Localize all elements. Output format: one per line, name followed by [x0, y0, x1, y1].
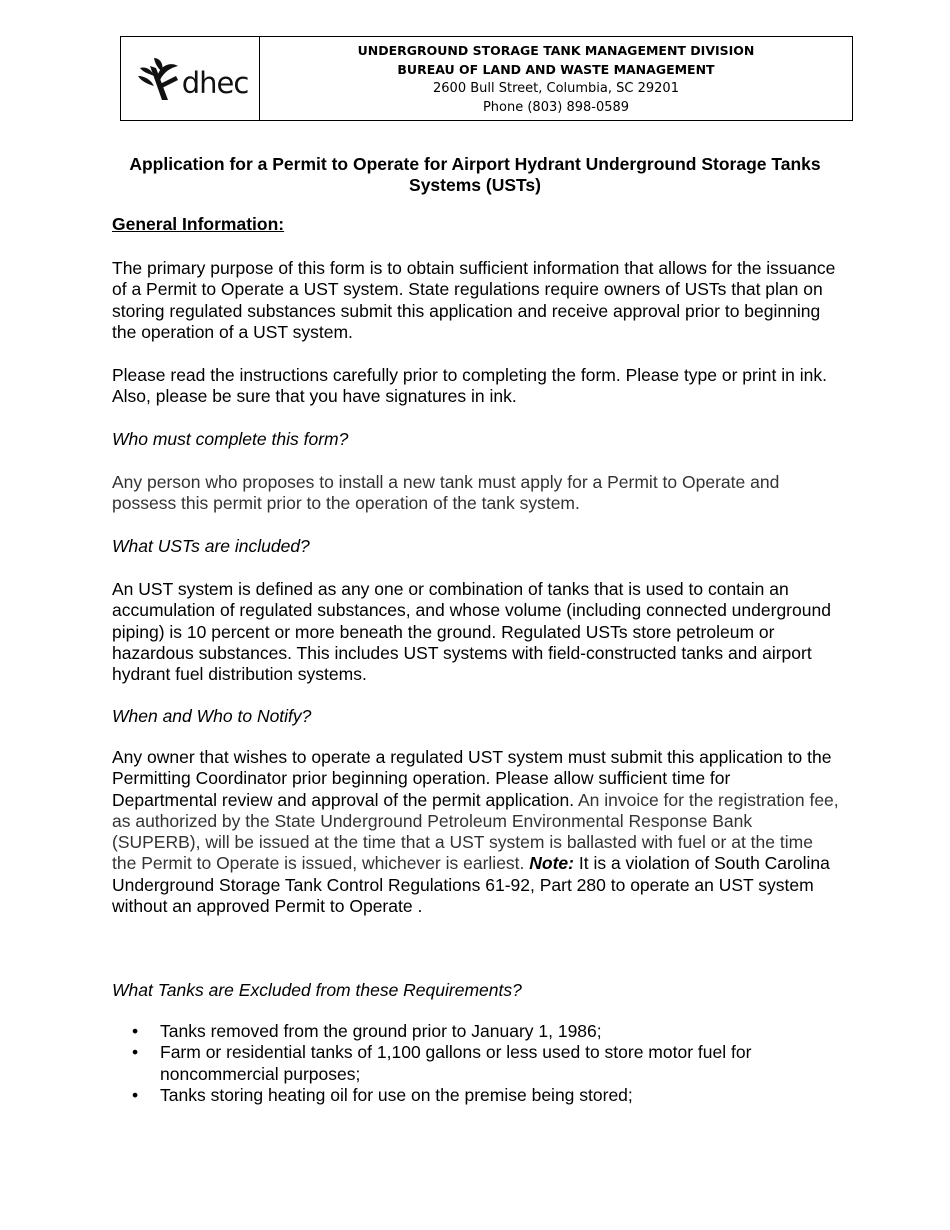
agency-phone: Phone (803) 898-0589	[482, 99, 630, 115]
general-info-heading: General Information:	[112, 214, 285, 234]
agency-info	[260, 37, 852, 120]
when-answer	[112, 747, 840, 917]
general-info-paragraph-2: Please read the instructions carefully prior to completing the form. Please type or print in ink. Also, please be sure that you have signatures in ink.	[112, 365, 827, 407]
excluded-question: What Tanks are Excluded from these Requirements?	[112, 980, 522, 1000]
note-text: It is a violation of South Carolina Underground Storage Tank Control Regulations 61-92, Part 280 to operate an UST system without an approved Permit to Operate .	[112, 853, 830, 917]
document-title: Application for a Permit to Operate for Airport Hydrant Underground Storage Tanks Systems (USTs)	[129, 154, 821, 195]
dhec-logo	[121, 37, 260, 120]
who-question: Who must complete this form?	[112, 429, 349, 449]
letterhead	[120, 36, 853, 121]
when-answer-part-2: An invoice for the registration fee, as authorized by the State Underground Petroleum Environmental Response Bank (SUPERB), will be issued at the time that a UST system is ballasted with fuel or at the time the Permit to Operate is issued, whichever is earliest.	[112, 789, 839, 874]
what-question: What USTs are included?	[112, 536, 310, 556]
when-question: When and Who to Notify?	[112, 706, 312, 726]
what-answer: An UST system is defined as any one or combination of tanks that is used to contain an accumulation of regulated substances, and whose volume (including connected underground piping) is 10 percent or more beneath the ground. Regulated USTs store petroleum or hazardous substances. This includes UST systems with field-constructed tanks and airport hydrant fuel distribution systems.	[112, 579, 831, 685]
list-item: • Tanks storing heating oil for use on the premise being stored;	[112, 1085, 840, 1106]
excluded-tanks-list	[112, 1021, 840, 1106]
logo-wordmark: dhec	[181, 65, 249, 100]
general-info-paragraph-1: The primary purpose of this form is to obtain sufficient information that allows for the issuance of a Permit to Operate a UST system. State regulations require owners of USTs that plan on storing regulated substances submit this application and receive approval prior to beginning the operation of a UST system.	[112, 258, 836, 342]
when-answer-part-1: Any owner that wishes to operate a regulated UST system must submit this application to the Permitting Coordinator prior beginning operation. Please allow sufficient time for Departmental review and approval of the permit application.	[112, 747, 832, 810]
list-item: • Farm or residential tanks of 1,100 gallons or less used to store motor fuel for noncommercial purposes;	[112, 1042, 840, 1085]
bureau-name: BUREAU OF LAND AND WASTE MANAGEMENT	[397, 61, 715, 77]
who-answer: Any person who proposes to install a new tank must apply for a Permit to Operate and possess this permit prior to the operation of the tank system.	[112, 472, 780, 514]
list-item: • Tanks removed from the ground prior to January 1, 1986;	[112, 1021, 840, 1042]
agency-address: 2600 Bull Street, Columbia, SC 29201	[433, 80, 679, 96]
note-label: Note:	[529, 853, 574, 874]
division-name: UNDERGROUND STORAGE TANK MANAGEMENT DIVISION	[357, 42, 755, 58]
palmetto-leaf-icon	[132, 54, 188, 104]
